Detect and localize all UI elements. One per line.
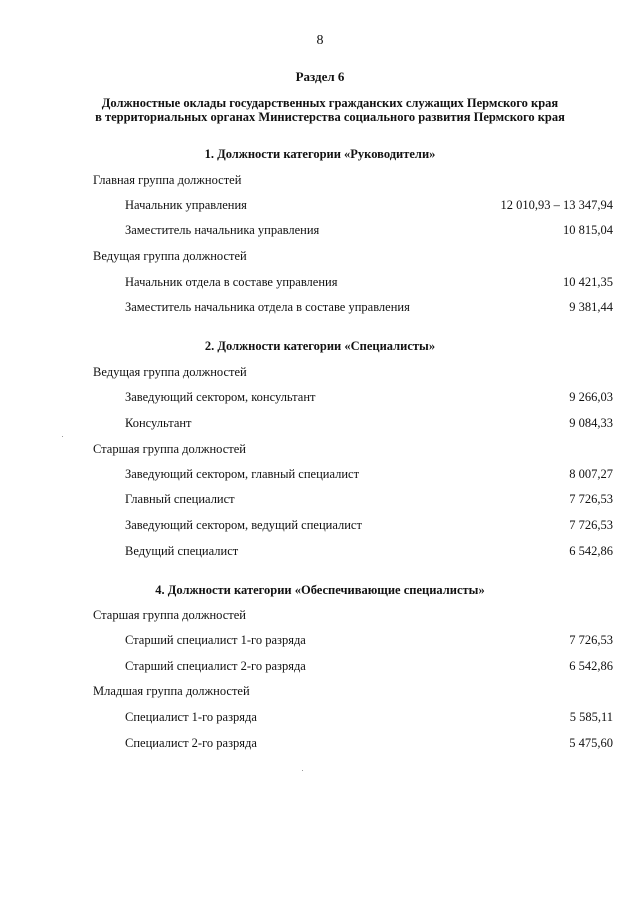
position-salary: 7 726,53 <box>569 518 613 532</box>
group-heading: Ведущая группа должностей <box>93 365 247 379</box>
position-row <box>125 710 613 726</box>
position-salary: 9 266,03 <box>569 390 613 404</box>
position-name: Главный специалист <box>125 492 235 506</box>
scan-speck <box>62 436 63 437</box>
position-name: Специалист 1-го разряда <box>125 710 257 724</box>
page-number: 8 <box>316 33 324 48</box>
position-row <box>125 198 613 214</box>
document-title-line-1: Должностные оклады государственных гражданских служащих Пермского края <box>101 96 559 110</box>
position-name: Старший специалист 1-го разряда <box>125 633 306 647</box>
position-name: Начальник управления <box>125 198 247 212</box>
position-row <box>125 390 613 406</box>
group-heading: Главная группа должностей <box>93 173 242 187</box>
position-row <box>125 544 613 560</box>
position-name: Заведующий сектором, консультант <box>125 390 316 404</box>
position-salary: 10 815,04 <box>563 223 613 237</box>
position-name: Специалист 2-го разряда <box>125 736 257 750</box>
position-name: Старший специалист 2-го разряда <box>125 659 306 673</box>
position-name: Заместитель начальника отдела в составе управления <box>125 300 410 314</box>
position-row <box>125 416 613 432</box>
position-row <box>125 633 613 649</box>
category-heading: 1. Должности категории «Руководители» <box>204 147 436 161</box>
position-name: Ведущий специалист <box>125 544 239 558</box>
group-heading: Старшая группа должностей <box>93 608 246 622</box>
position-salary: 7 726,53 <box>569 633 613 647</box>
position-row <box>125 518 613 534</box>
position-salary: 6 542,86 <box>569 659 613 673</box>
position-salary: 5 475,60 <box>569 736 613 750</box>
group-heading: Ведущая группа должностей <box>93 249 247 263</box>
category-heading: 2. Должности категории «Специалисты» <box>204 339 436 353</box>
position-salary: 8 007,27 <box>569 467 613 481</box>
position-row <box>125 736 613 752</box>
scan-speck <box>302 770 303 771</box>
position-salary: 9 084,33 <box>569 416 613 430</box>
position-salary: 5 585,11 <box>569 710 613 724</box>
position-row <box>125 300 613 316</box>
position-name: Начальник отдела в составе управления <box>125 275 338 289</box>
position-name: Заместитель начальника управления <box>125 223 320 237</box>
position-name: Заведующий сектором, ведущий специалист <box>125 518 362 532</box>
position-row <box>125 492 613 508</box>
position-row <box>125 223 613 239</box>
position-salary: 12 010,93 – 13 347,94 <box>500 198 613 212</box>
position-row <box>125 467 613 483</box>
group-heading: Старшая группа должностей <box>93 442 246 456</box>
position-row <box>125 275 613 291</box>
document-title <box>60 96 600 124</box>
document-title-line-2: в территориальных органах Министерства социального развития Пермского края <box>95 110 565 124</box>
position-salary: 6 542,86 <box>569 544 613 558</box>
position-name: Заведующий сектором, главный специалист <box>125 467 360 481</box>
category-heading: 4. Должности категории «Обеспечивающие специалисты» <box>155 583 485 597</box>
group-heading: Младшая группа должностей <box>93 684 250 698</box>
section-label: Раздел 6 <box>295 69 345 84</box>
position-name: Консультант <box>125 416 192 430</box>
position-salary: 7 726,53 <box>569 492 613 506</box>
position-salary: 9 381,44 <box>569 300 613 314</box>
position-salary: 10 421,35 <box>563 275 613 289</box>
position-row <box>125 659 613 675</box>
